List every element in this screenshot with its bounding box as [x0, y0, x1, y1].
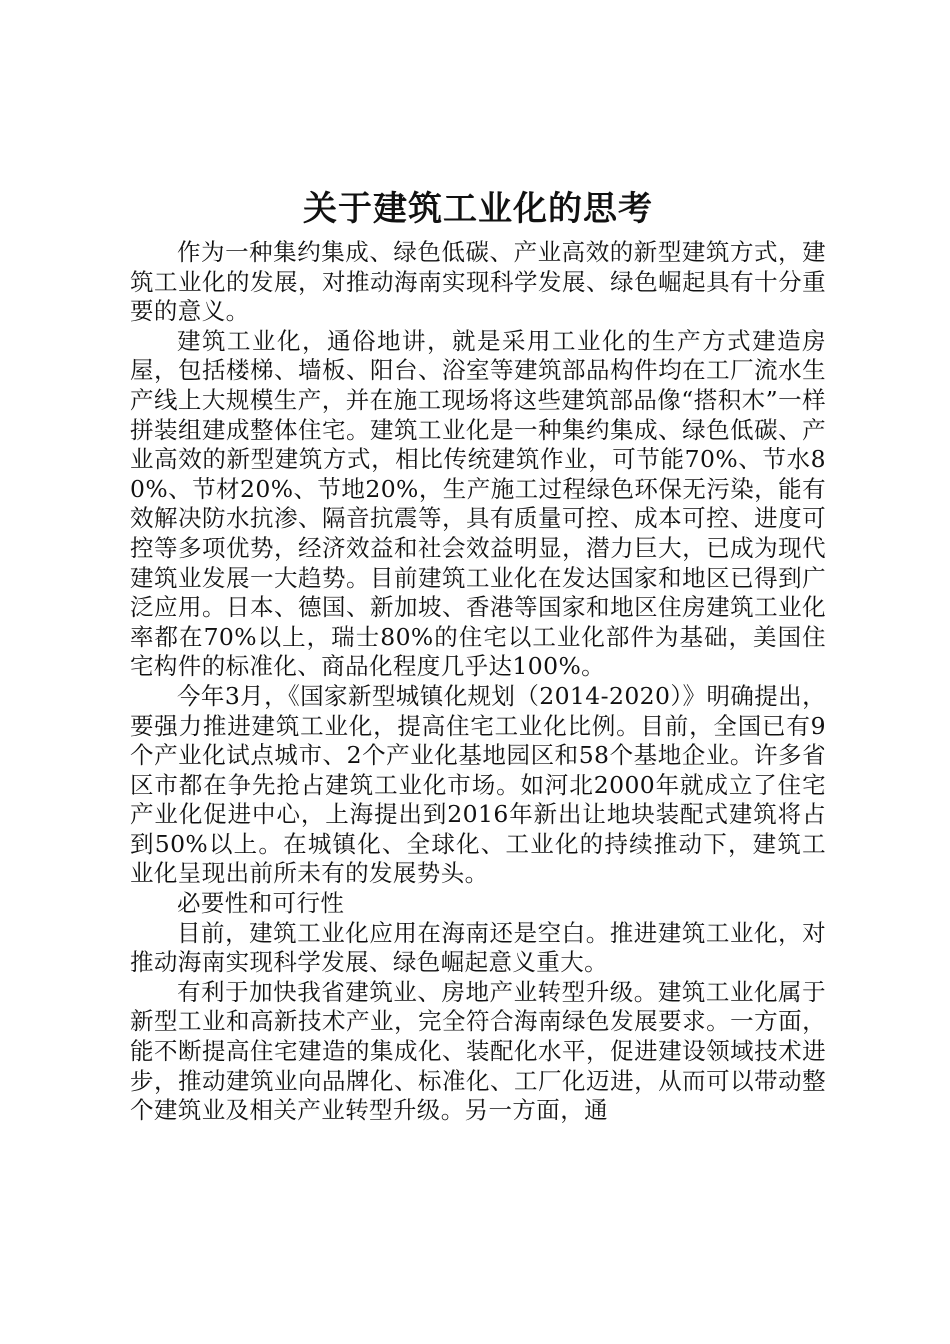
section-heading-necessity: 必要性和可行性: [177, 889, 345, 918]
document-title: 关于建筑工业化的思考: [303, 189, 653, 229]
paragraph-hainan-status: 目前，建筑工业化应用在海南还是空白。推进建筑工业化，对推动海南实现科学发展、绿色崛起意义重大。: [130, 918, 826, 977]
paragraph-policy: 今年3月，《国家新型城镇化规划（2014-2020）》明确提出，要强力推进建筑工业化，提高住宅工业化比例。目前，全国已有9个产业化试点城市、2个产业化基地园区和58个基地企业。许多省区市都在争先抢占建筑工业化市场。如河北2000年就成立了住宅产业化促进中心，上海提出到2016年新出让地块装配式建筑将占到50%以上。在城镇化、全球化、工业化的持续推动下，建筑工业化呈现出前所未有的发展势头。: [130, 681, 826, 888]
paragraph-definition: 建筑工业化，通俗地讲，就是采用工业化的生产方式建造房屋，包括楼梯、墙板、阳台、浴室等建筑部品构件均在工厂流水生产线上大规模生产，并在施工现场将这些建筑部品像“搭积木”一样拼装组建成整体住宅。建筑工业化是一种集约集成、绿色低碳、产业高效的新型建筑方式，相比传统建筑作业，可节能70%、节水80%、节材20%、节地20%，生产施工过程绿色环保无污染，能有效解决防水抗渗、隔音抗震等，具有质量可控、成本可控、进度可控等多项优势，经济效益和社会效益明显，潜力巨大，已成为现代建筑业发展一大趋势。目前建筑工业化在发达国家和地区已得到广泛应用。日本、德国、新加坡、香港等国家和地区住房建筑工业化率都在70%以上，瑞士80%的住宅以工业化部件为基础，美国住宅构件的标准化、商品化程度几乎达100%。: [130, 326, 826, 681]
document-body: [130, 186, 826, 1126]
paragraph-intro: 作为一种集约集成、绿色低碳、产业高效的新型建筑方式，建筑工业化的发展，对推动海南实现科学发展、绿色崛起具有十分重要的意义。: [130, 238, 826, 326]
paragraph-upgrade: 有利于加快我省建筑业、房地产业转型升级。建筑工业化属于新型工业和高新技术产业，完全符合海南绿色发展要求。一方面，能不断提高住宅建造的集成化、装配化水平，促进建设领域技术进步，推动建筑业向品牌化、标准化、工厂化迈进，从而可以带动整个建筑业及相关产业转型升级。另一方面，通: [130, 977, 826, 1125]
